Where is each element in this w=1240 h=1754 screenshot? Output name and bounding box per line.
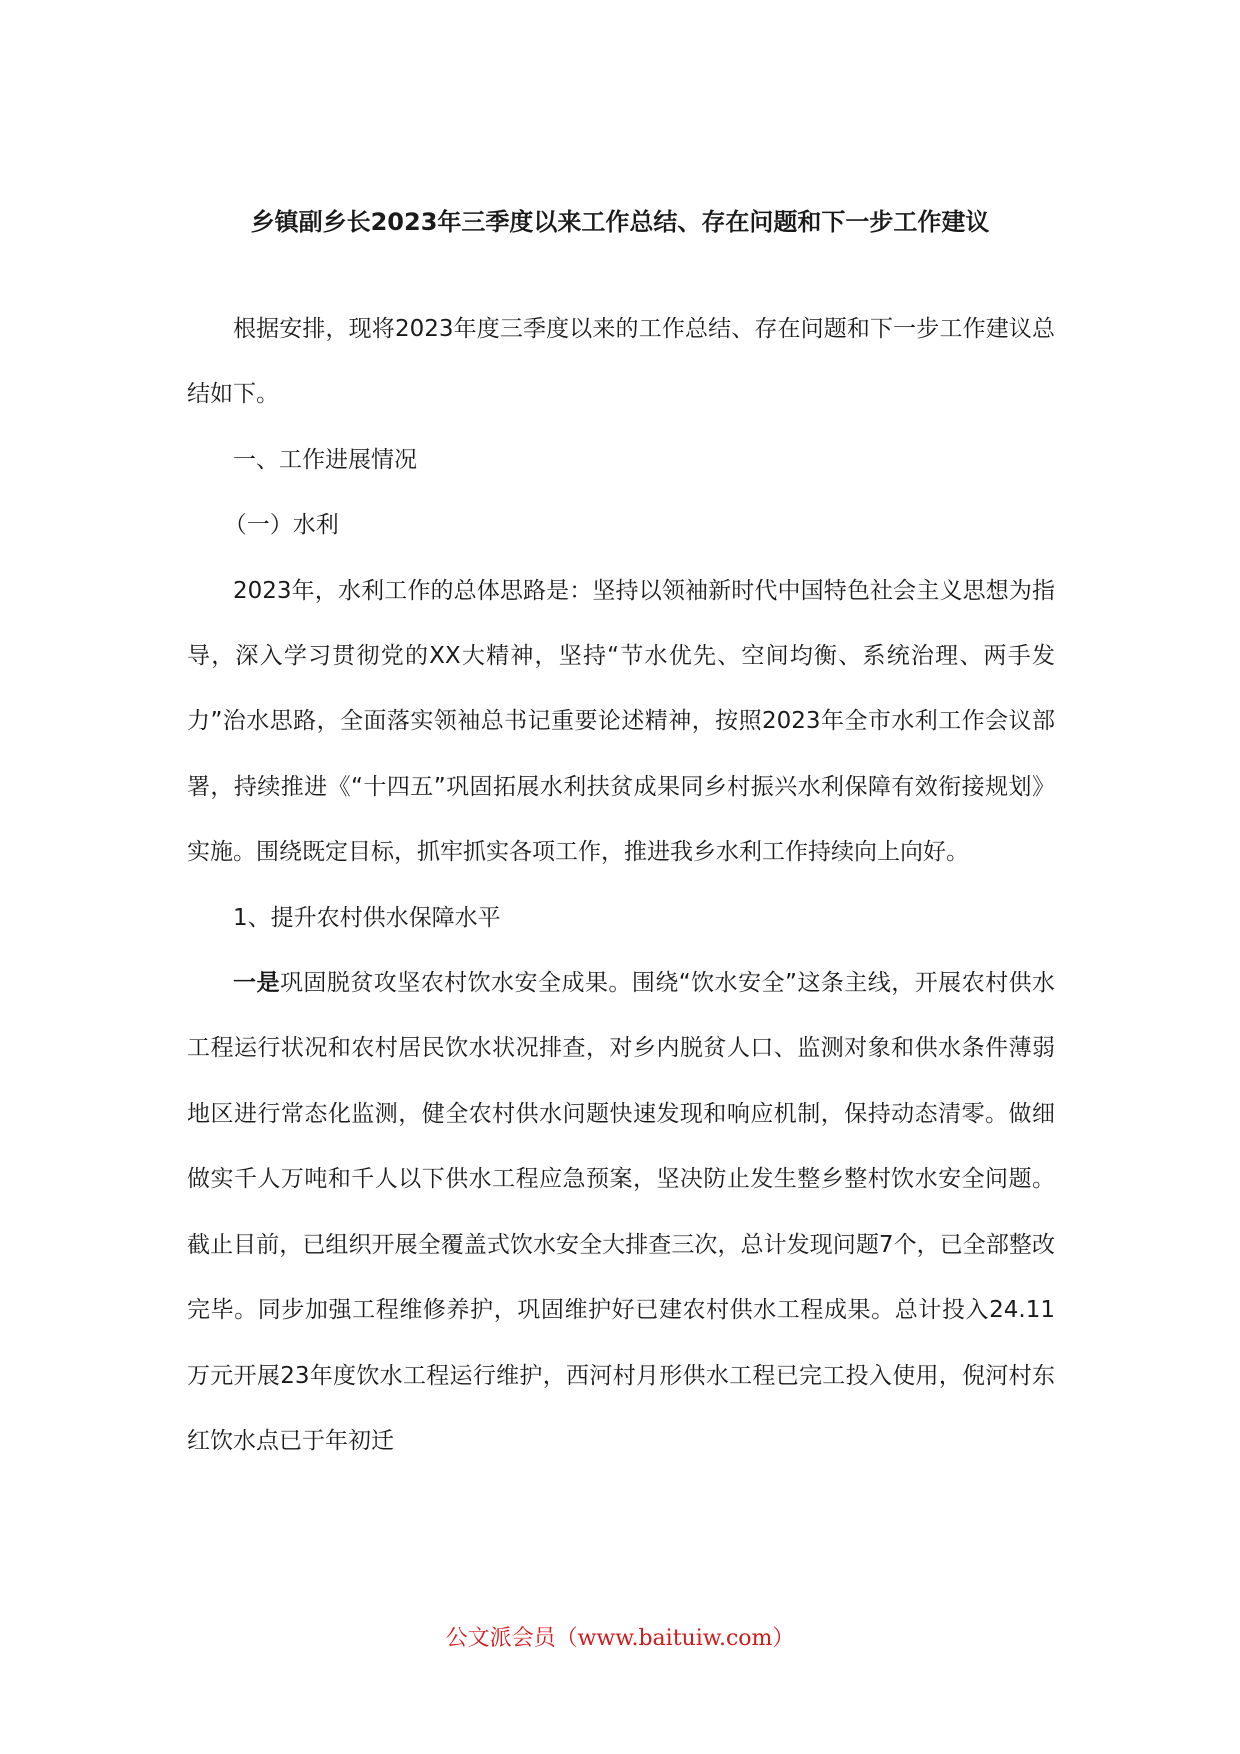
- body-paragraph: 2023年，水利工作的总体思路是：坚持以领袖新时代中国特色社会主义思想为指导，深入学习贯彻党的XX大精神，坚持“节水优先、空间均衡、系统治理、两手发力”治水思路，全面落实领袖总书记重要论述精神，按照2023年全市水利工作会议部署，持续推进《“十四五”巩固拓展水利扶贫成果同乡村振兴水利保障有效衔接规划》实施。围绕既定目标，抓牢抓实各项工作，推进我乡水利工作持续向上向好。: [187, 577, 1055, 866]
- item-heading: 1、提升农村供水保障水平: [233, 904, 501, 931]
- footer-close: ）: [772, 1626, 795, 1651]
- footer-watermark: [0, 1624, 1240, 1654]
- subsection-heading: （一）水利: [223, 512, 339, 539]
- paragraph-text: 巩固脱贫攻坚农村饮水安全成果。围绕“饮水安全”这条主线，开展农村供水工程运行状况和农村居民饮水状况排查，对乡内脱贫人口、监测对象和供水条件薄弱地区进行常态化监测，健全农村供水问题快速发现和响应机制，保持动态清零。做细做实千人万吨和千人以下供水工程应急预案，坚决防止发生整乡整村饮水安全问题。截止目前，已组织开展全覆盖式饮水安全大排查三次，总计发现问题7个，已全部整改完毕。同步加强工程维修养护，巩固维护好已建农村供水工程成果。总计投入24.11万元开展23年度饮水工程运行维护，西河村月形供水工程已完工投入使用，倪河村东红饮水点已于年初迁: [187, 970, 1056, 1454]
- intro-paragraph: 根据安排，现将2023年度三季度以来的工作总结、存在问题和下一步工作建议总结如下。: [187, 316, 1055, 408]
- paragraph-lead: 一是: [233, 970, 280, 997]
- section-heading: 一、工作进展情况: [233, 446, 417, 473]
- document-title: 乡镇副乡长2023年三季度以来工作总结、存在问题和下一步工作建议: [250, 208, 990, 236]
- footer-label: 公文派会员（: [445, 1626, 578, 1651]
- body-paragraph-2: [187, 951, 1055, 1474]
- footer-link[interactable]: www.baituiw.com: [577, 1626, 773, 1651]
- document-body: [187, 297, 1055, 1474]
